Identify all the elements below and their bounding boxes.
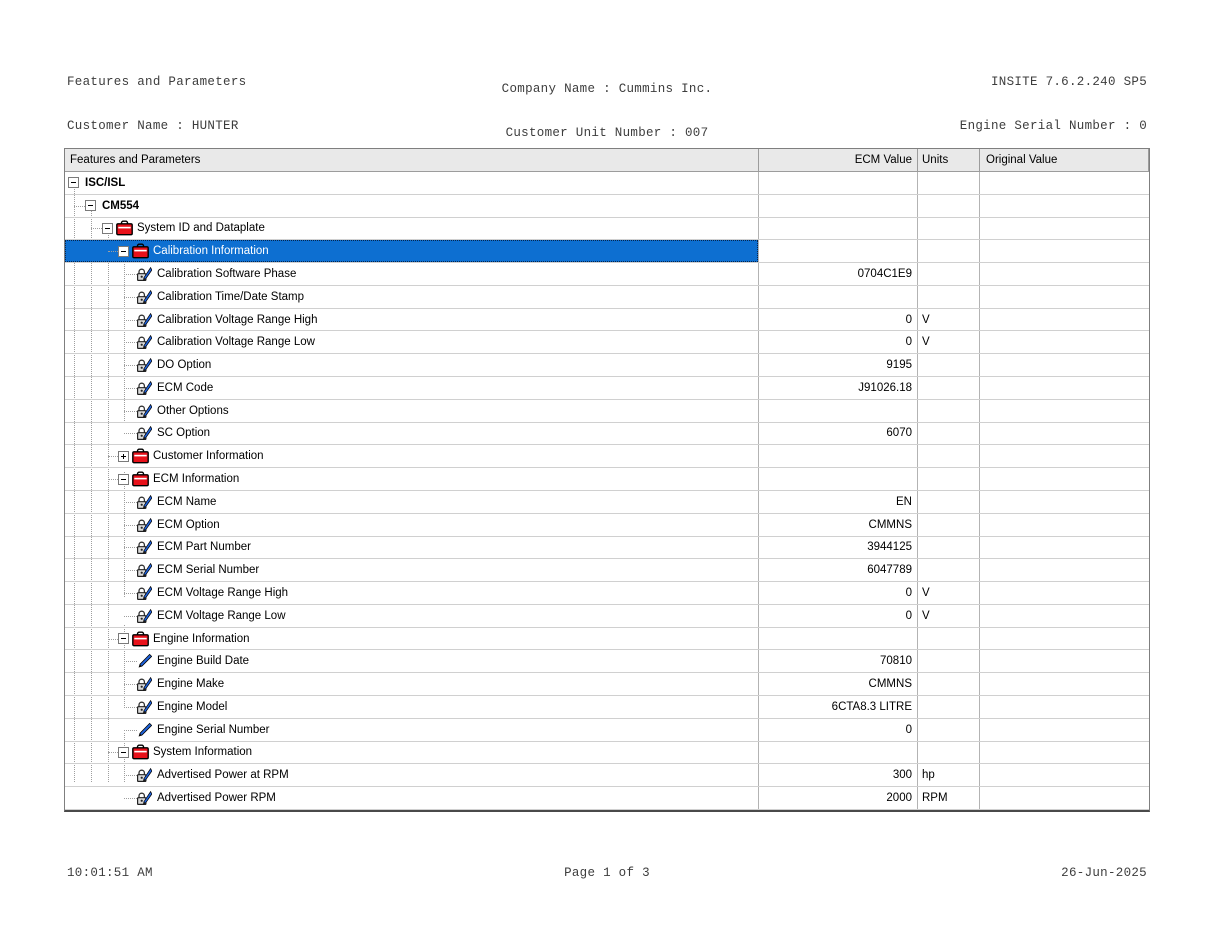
tree-node[interactable] <box>65 195 759 217</box>
tree-label: Advertised Power RPM <box>157 791 276 804</box>
tree-label: Calibration Voltage Range High <box>157 313 318 326</box>
tree-label: System ID and Dataplate <box>137 222 265 235</box>
collapse-icon[interactable] <box>118 747 129 758</box>
original-value-cell <box>980 468 1149 490</box>
original-value-cell <box>980 787 1149 809</box>
column-header-original-value: Original Value <box>980 149 1149 171</box>
original-value-cell <box>980 605 1149 627</box>
ecm-value-cell <box>759 218 918 240</box>
units-cell <box>918 195 980 217</box>
tree-row <box>65 537 1149 560</box>
original-value-cell <box>980 559 1149 581</box>
tree-node[interactable] <box>65 696 759 718</box>
units-cell <box>918 423 980 445</box>
pen-icon <box>136 653 152 669</box>
collapse-icon[interactable] <box>118 633 129 644</box>
toolbox-icon <box>132 449 149 464</box>
original-value-cell <box>980 240 1149 262</box>
tree-row <box>65 218 1149 241</box>
units-cell <box>918 286 980 308</box>
original-value-cell <box>980 286 1149 308</box>
tree-row <box>65 468 1149 491</box>
lock-pen-icon <box>136 334 152 350</box>
units-cell <box>918 537 980 559</box>
lock-pen-icon <box>136 699 152 715</box>
ecm-value-cell: 9195 <box>759 354 918 376</box>
column-header-units: Units <box>918 149 980 171</box>
column-header-ecm-value: ECM Value <box>759 149 918 171</box>
tree-node[interactable] <box>65 286 759 308</box>
lock-pen-icon <box>136 562 152 578</box>
ecm-value-cell: 3944125 <box>759 537 918 559</box>
collapse-icon[interactable] <box>118 246 129 257</box>
tree-label: ECM Serial Number <box>157 564 260 577</box>
units-cell <box>918 696 980 718</box>
tree-label: SC Option <box>157 427 211 440</box>
ecm-value-cell <box>759 195 918 217</box>
tree-row <box>65 491 1149 514</box>
tree-label: ECM Option <box>157 518 220 531</box>
units-cell <box>918 240 980 262</box>
tree-row <box>65 582 1149 605</box>
lock-pen-icon <box>136 425 152 441</box>
toolbox-icon <box>132 745 149 760</box>
tree-rows-container <box>65 172 1149 810</box>
tree-row <box>65 559 1149 582</box>
tree-node[interactable] <box>65 673 759 695</box>
ecm-value-cell <box>759 172 918 194</box>
pen-icon <box>136 722 152 738</box>
ecm-value-cell <box>759 400 918 422</box>
original-value-cell <box>980 673 1149 695</box>
original-value-cell <box>980 514 1149 536</box>
units-cell: hp <box>918 764 980 786</box>
tree-label: Engine Build Date <box>157 655 250 668</box>
tree-node[interactable] <box>65 514 759 536</box>
ecm-value-cell: 0 <box>759 331 918 353</box>
tree-node[interactable] <box>65 240 759 262</box>
lock-pen-icon <box>136 403 152 419</box>
tree-label: Engine Make <box>157 678 225 691</box>
original-value-cell <box>980 696 1149 718</box>
tree-row <box>65 377 1149 400</box>
tree-node[interactable] <box>65 468 759 490</box>
footer-date: 26-Jun-2025 <box>1061 866 1147 880</box>
customer-unit-number: Customer Unit Number : 007 <box>505 125 709 140</box>
tree-node[interactable] <box>65 719 759 741</box>
units-cell: V <box>918 605 980 627</box>
lock-pen-icon <box>136 380 152 396</box>
tree-label: Other Options <box>157 404 229 417</box>
lock-pen-icon <box>136 357 152 373</box>
ecm-value-cell: 0 <box>759 309 918 331</box>
toolbox-icon <box>116 221 133 236</box>
ecm-value-cell: 0704C1E9 <box>759 263 918 285</box>
tree-label: ECM Part Number <box>157 541 251 554</box>
ecm-value-cell: CMMNS <box>759 673 918 695</box>
tree-label: Calibration Voltage Range Low <box>157 336 315 349</box>
units-cell <box>918 172 980 194</box>
tree-row <box>65 286 1149 309</box>
tree-label: System Information <box>153 746 253 759</box>
tree-row <box>65 605 1149 628</box>
tree-node[interactable] <box>65 650 759 672</box>
tree-label: ECM Information <box>153 473 240 486</box>
tree-node[interactable] <box>65 742 759 764</box>
ecm-value-cell: J91026.18 <box>759 377 918 399</box>
tree-connector-line <box>108 456 118 457</box>
tree-connector-line <box>108 752 118 753</box>
tree-node[interactable] <box>65 605 759 627</box>
units-cell <box>918 400 980 422</box>
tree-connector-line <box>108 479 118 480</box>
collapse-icon[interactable] <box>68 177 79 188</box>
ecm-value-cell: 6047789 <box>759 559 918 581</box>
ecm-value-cell: 70810 <box>759 650 918 672</box>
tree-node[interactable] <box>65 377 759 399</box>
tree-node[interactable] <box>65 172 759 194</box>
ecm-value-cell: EN <box>759 491 918 513</box>
original-value-cell <box>980 491 1149 513</box>
original-value-cell <box>980 263 1149 285</box>
customer-name: Customer Name : HUNTER <box>67 118 239 133</box>
tree-node[interactable] <box>65 582 759 604</box>
lock-pen-icon <box>136 676 152 692</box>
tree-row <box>65 240 1149 263</box>
tree-label: ECM Code <box>157 381 214 394</box>
lock-pen-icon <box>136 539 152 555</box>
tree-label: CM554 <box>102 199 140 212</box>
table-header-row <box>65 149 1149 172</box>
collapse-icon[interactable] <box>102 223 113 234</box>
lock-pen-icon <box>136 494 152 510</box>
tree-connector-line <box>74 206 85 207</box>
ecm-value-cell: 6070 <box>759 423 918 445</box>
tree-row <box>65 354 1149 377</box>
units-cell: V <box>918 331 980 353</box>
tree-row <box>65 400 1149 423</box>
units-cell: RPM <box>918 787 980 809</box>
lock-pen-icon <box>136 289 152 305</box>
original-value-cell <box>980 218 1149 240</box>
ecm-value-cell <box>759 468 918 490</box>
tree-connector-line <box>108 639 118 640</box>
ecm-value-cell <box>759 286 918 308</box>
tree-label: Advertised Power at RPM <box>157 769 289 782</box>
units-cell <box>918 377 980 399</box>
units-cell <box>918 650 980 672</box>
tree-label: ISC/ISL <box>85 176 126 189</box>
tree-node[interactable] <box>65 537 759 559</box>
units-cell <box>918 559 980 581</box>
original-value-cell <box>980 400 1149 422</box>
tree-label: ECM Name <box>157 495 217 508</box>
tree-label: Engine Model <box>157 700 228 713</box>
ecm-value-cell: 0 <box>759 719 918 741</box>
tree-node[interactable] <box>65 309 759 331</box>
footer-time: 10:01:51 AM <box>67 866 153 880</box>
tree-row <box>65 331 1149 354</box>
tree-label: DO Option <box>157 359 212 372</box>
original-value-cell <box>980 354 1149 376</box>
ecm-value-cell: 300 <box>759 764 918 786</box>
tree-label: Calibration Software Phase <box>157 268 297 281</box>
insite-version: INSITE 7.6.2.240 SP5 <box>990 75 1147 90</box>
tree-row <box>65 696 1149 719</box>
units-cell <box>918 514 980 536</box>
lock-pen-icon <box>136 312 152 328</box>
lock-pen-icon <box>136 608 152 624</box>
tree-row <box>65 514 1149 537</box>
original-value-cell <box>980 628 1149 650</box>
toolbox-icon <box>132 631 149 646</box>
features-parameters-table <box>64 148 1150 812</box>
ecm-value-cell: CMMNS <box>759 514 918 536</box>
collapse-icon[interactable] <box>118 474 129 485</box>
toolbox-icon <box>132 472 149 487</box>
tree-node[interactable] <box>65 354 759 376</box>
toolbox-icon <box>132 244 149 259</box>
tree-node[interactable] <box>65 628 759 650</box>
lock-pen-icon <box>136 517 152 533</box>
ecm-value-cell <box>759 240 918 262</box>
original-value-cell <box>980 195 1149 217</box>
units-cell <box>918 719 980 741</box>
units-cell: V <box>918 582 980 604</box>
expand-icon[interactable] <box>118 451 129 462</box>
tree-row <box>65 742 1149 765</box>
report-title: Features and Parameters <box>67 75 247 90</box>
units-cell <box>918 263 980 285</box>
tree-node[interactable] <box>65 764 759 786</box>
tree-row <box>65 787 1149 810</box>
tree-label: Calibration Information <box>153 245 269 258</box>
units-cell <box>918 354 980 376</box>
tree-row <box>65 423 1149 446</box>
tree-node[interactable] <box>65 423 759 445</box>
tree-node[interactable] <box>65 400 759 422</box>
tree-row <box>65 172 1149 195</box>
tree-node[interactable] <box>65 218 759 240</box>
ecm-value-cell <box>759 742 918 764</box>
tree-node[interactable] <box>65 559 759 581</box>
ecm-value-cell: 0 <box>759 605 918 627</box>
tree-node[interactable] <box>65 491 759 513</box>
column-header-features: Features and Parameters <box>65 149 759 171</box>
tree-row <box>65 445 1149 468</box>
ecm-value-cell: 2000 <box>759 787 918 809</box>
tree-row <box>65 719 1149 742</box>
tree-node[interactable] <box>65 445 759 467</box>
units-cell <box>918 445 980 467</box>
original-value-cell <box>980 423 1149 445</box>
ecm-value-cell: 6CTA8.3 LITRE <box>759 696 918 718</box>
original-value-cell <box>980 445 1149 467</box>
tree-row <box>65 764 1149 787</box>
tree-connector-line <box>108 251 118 252</box>
units-cell <box>918 491 980 513</box>
original-value-cell <box>980 719 1149 741</box>
tree-label: ECM Voltage Range High <box>157 586 289 599</box>
footer-page-number: Page 1 of 3 <box>564 866 650 880</box>
tree-label: Customer Information <box>153 450 264 463</box>
tree-row <box>65 309 1149 332</box>
tree-row <box>65 195 1149 218</box>
units-cell <box>918 218 980 240</box>
ecm-value-cell <box>759 445 918 467</box>
tree-row <box>65 263 1149 286</box>
tree-node[interactable] <box>65 331 759 353</box>
tree-label: Engine Information <box>153 632 250 645</box>
units-cell <box>918 468 980 490</box>
lock-pen-icon <box>136 790 152 806</box>
tree-label: ECM Voltage Range Low <box>157 609 286 622</box>
lock-pen-icon <box>136 266 152 282</box>
original-value-cell <box>980 172 1149 194</box>
tree-row <box>65 650 1149 673</box>
lock-pen-icon <box>136 767 152 783</box>
engine-serial-number: Engine Serial Number : 0 <box>959 118 1147 133</box>
units-cell: V <box>918 309 980 331</box>
tree-label: Engine Serial Number <box>157 723 270 736</box>
ecm-value-cell <box>759 628 918 650</box>
original-value-cell <box>980 331 1149 353</box>
units-cell <box>918 628 980 650</box>
company-name: Company Name : Cummins Inc. <box>501 82 713 97</box>
units-cell <box>918 742 980 764</box>
units-cell <box>918 673 980 695</box>
ecm-value-cell: 0 <box>759 582 918 604</box>
tree-row <box>65 628 1149 651</box>
tree-connector-line <box>91 228 102 229</box>
original-value-cell <box>980 537 1149 559</box>
original-value-cell <box>980 742 1149 764</box>
tree-node[interactable] <box>65 263 759 285</box>
tree-row <box>65 673 1149 696</box>
original-value-cell <box>980 764 1149 786</box>
original-value-cell <box>980 377 1149 399</box>
lock-pen-icon <box>136 585 152 601</box>
tree-label: Calibration Time/Date Stamp <box>157 290 305 303</box>
collapse-icon[interactable] <box>85 200 96 211</box>
tree-node[interactable] <box>65 787 759 809</box>
original-value-cell <box>980 650 1149 672</box>
original-value-cell <box>980 309 1149 331</box>
original-value-cell <box>980 582 1149 604</box>
